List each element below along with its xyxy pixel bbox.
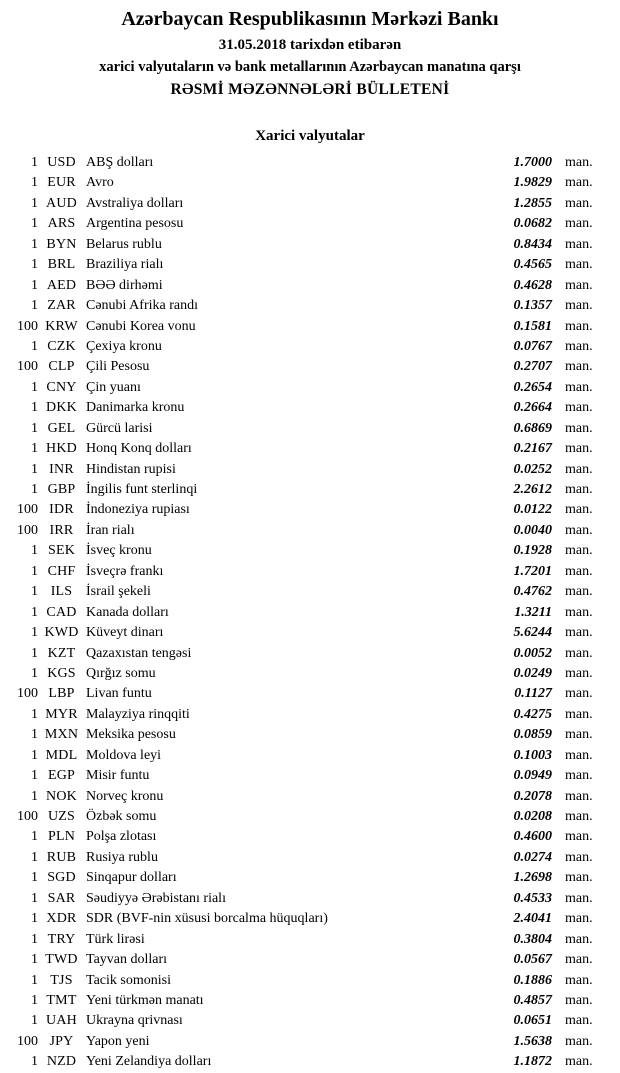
currency-quantity: 100 xyxy=(17,359,38,375)
currency-code: TMT xyxy=(46,992,77,1008)
currency-name: İsrail şekeli xyxy=(86,584,151,600)
exchange-rate: 0.0249 xyxy=(513,665,552,681)
exchange-rate: 0.8434 xyxy=(513,236,552,252)
exchange-rate: 0.4600 xyxy=(513,829,552,845)
currency-quantity: 1 xyxy=(31,461,38,477)
manat-unit-label: man. xyxy=(565,727,593,743)
manat-unit-label: man. xyxy=(565,522,593,538)
manat-unit-label: man. xyxy=(565,1054,593,1070)
manat-unit-label: man. xyxy=(565,277,593,293)
manat-unit-label: man. xyxy=(565,482,593,497)
currency-quantity: 100 xyxy=(17,686,38,702)
currency-name: Yeni türkmən manatı xyxy=(86,992,204,1008)
currency-quantity: 1 xyxy=(31,992,38,1008)
exchange-rate: 0.1581 xyxy=(513,318,552,334)
currency-code: KRW xyxy=(45,318,78,334)
manat-unit-label: man. xyxy=(565,584,593,600)
bank-title: Azərbaycan Respublikasının Mərkəzi Bankı xyxy=(121,8,499,30)
currency-quantity: 1 xyxy=(31,645,38,661)
rate-row xyxy=(0,623,603,643)
exchange-rate: 0.0949 xyxy=(513,768,552,784)
rate-row xyxy=(0,746,603,766)
manat-unit-label: man. xyxy=(565,645,593,661)
manat-unit-label: man. xyxy=(565,1033,593,1049)
rate-row xyxy=(0,296,603,316)
exchange-rate: 0.4762 xyxy=(513,584,552,600)
currency-code: AUD xyxy=(46,195,77,211)
rate-row xyxy=(0,644,603,664)
rate-row xyxy=(0,868,603,888)
rate-row xyxy=(0,705,603,725)
manat-unit-label: man. xyxy=(565,952,593,968)
currency-name: İndoneziya rupiası xyxy=(86,502,190,518)
currency-quantity: 1 xyxy=(31,155,38,170)
currency-code: GBP xyxy=(47,482,76,497)
exchange-rate: 0.2654 xyxy=(513,379,552,395)
rate-row xyxy=(0,971,603,991)
rate-row xyxy=(0,909,603,929)
manat-unit-label: man. xyxy=(565,318,593,334)
currency-code: PLN xyxy=(47,829,76,845)
currency-quantity: 1 xyxy=(31,890,38,906)
exchange-rate: 2.2612 xyxy=(513,482,552,497)
currency-quantity: 1 xyxy=(31,420,38,436)
exchange-rate: 0.4565 xyxy=(513,257,552,273)
rate-row xyxy=(0,214,603,234)
currency-name: Yapon yeni xyxy=(86,1033,150,1049)
rate-row xyxy=(0,950,603,970)
bulletin-title: RƏSMİ MƏZƏNNƏLƏRİ BÜLLETENİ xyxy=(170,81,450,98)
currency-code: TJS xyxy=(50,972,73,988)
currency-name: Norveç kronu xyxy=(86,788,164,804)
currency-code: TRY xyxy=(47,931,76,947)
currency-code: INR xyxy=(49,461,74,477)
currency-name: Küveyt dinarı xyxy=(86,625,164,641)
rate-row xyxy=(0,194,603,214)
exchange-rate: 0.0767 xyxy=(513,338,552,354)
currency-quantity: 1 xyxy=(31,195,38,211)
currency-code: IDR xyxy=(49,502,74,518)
rate-row xyxy=(0,398,603,418)
exchange-rate: 1.3211 xyxy=(514,604,552,620)
currency-code: EUR xyxy=(47,175,76,191)
rate-row xyxy=(0,255,603,275)
currency-name: Cənubi Afrika randı xyxy=(86,298,198,314)
currency-code: ILS xyxy=(50,584,73,600)
currency-name: Avro xyxy=(86,175,114,191)
manat-unit-label: man. xyxy=(565,870,593,886)
manat-unit-label: man. xyxy=(565,972,593,988)
currency-name: Hindistan rupisi xyxy=(86,461,176,477)
manat-unit-label: man. xyxy=(565,788,593,804)
rate-row xyxy=(0,276,603,296)
rate-row xyxy=(0,337,603,357)
currency-name: Braziliya rialı xyxy=(86,257,164,273)
manat-unit-label: man. xyxy=(565,665,593,681)
effective-date-line: 31.05.2018 tarixdən etibarən xyxy=(218,37,402,53)
currency-name: Malayziya rinqqiti xyxy=(86,706,190,722)
bulletin-subtitle: xarici valyutaların və bank metallarının Azərbaycan manatına qarşı xyxy=(99,59,521,75)
currency-code: ZAR xyxy=(47,298,76,314)
exchange-rate: 0.4628 xyxy=(513,277,552,293)
manat-unit-label: man. xyxy=(565,400,593,416)
currency-code: CLP xyxy=(48,359,75,375)
currency-code: CZK xyxy=(47,338,76,354)
exchange-rate: 0.4275 xyxy=(513,706,552,722)
currency-code: KWD xyxy=(44,625,79,641)
currency-code: NZD xyxy=(46,1054,77,1070)
manat-unit-label: man. xyxy=(565,298,593,314)
currency-code: XDR xyxy=(46,911,77,927)
rate-row xyxy=(0,419,603,439)
exchange-rate: 0.0122 xyxy=(513,502,552,518)
exchange-rate: 0.1886 xyxy=(513,972,552,988)
currency-code: HKD xyxy=(46,441,77,457)
currency-quantity: 1 xyxy=(31,931,38,947)
currency-quantity: 1 xyxy=(31,747,38,763)
rate-row xyxy=(0,1032,603,1052)
currency-quantity: 1 xyxy=(31,216,38,232)
exchange-rate: 1.9829 xyxy=(513,175,552,191)
currency-quantity: 1 xyxy=(31,563,38,579)
exchange-rate: 0.0274 xyxy=(513,849,552,865)
manat-unit-label: man. xyxy=(565,809,593,824)
exchange-rate: 0.4857 xyxy=(513,992,552,1008)
manat-unit-label: man. xyxy=(565,175,593,191)
manat-unit-label: man. xyxy=(565,379,593,395)
currency-code: MDL xyxy=(45,747,78,763)
manat-unit-label: man. xyxy=(565,155,593,170)
currency-quantity: 100 xyxy=(17,502,38,518)
rate-row xyxy=(0,562,603,582)
currency-quantity: 1 xyxy=(31,625,38,641)
exchange-rate: 0.3804 xyxy=(513,931,552,947)
currency-name: Qırğız somu xyxy=(86,665,156,681)
manat-unit-label: man. xyxy=(565,420,593,436)
currency-code: MYR xyxy=(45,706,78,722)
currency-quantity: 1 xyxy=(31,604,38,620)
bulletin-header xyxy=(0,8,620,98)
currency-quantity: 1 xyxy=(31,911,38,927)
currency-quantity: 1 xyxy=(31,400,38,416)
exchange-rate: 0.0651 xyxy=(513,1013,552,1029)
rate-row xyxy=(0,357,603,377)
currency-name: Ukrayna qrivnası xyxy=(86,1013,183,1029)
currency-code: SGD xyxy=(47,870,76,886)
manat-unit-label: man. xyxy=(565,911,593,927)
rate-row xyxy=(0,500,603,520)
currency-quantity: 1 xyxy=(31,257,38,273)
currency-quantity: 100 xyxy=(17,318,38,334)
currency-code: LBP xyxy=(48,686,75,702)
rate-row xyxy=(0,827,603,847)
manat-unit-label: man. xyxy=(565,849,593,865)
rate-row xyxy=(0,930,603,950)
currency-name: Tayvan dolları xyxy=(86,952,168,968)
currency-code: UAH xyxy=(46,1013,77,1029)
currency-quantity: 1 xyxy=(31,727,38,743)
currency-name: Moldova leyi xyxy=(86,747,162,763)
exchange-rate: 1.2855 xyxy=(513,195,552,211)
currency-name: Qazaxıstan tengəsi xyxy=(86,645,192,661)
currency-name: İsveç kronu xyxy=(86,543,152,559)
currency-quantity: 1 xyxy=(31,338,38,354)
manat-unit-label: man. xyxy=(565,257,593,273)
manat-unit-label: man. xyxy=(565,1013,593,1029)
rate-row xyxy=(0,541,603,561)
currency-code: NOK xyxy=(46,788,77,804)
currency-name: Avstraliya dolları xyxy=(86,195,184,211)
currency-code: UZS xyxy=(47,809,76,824)
currency-name: Misir funtu xyxy=(86,768,150,784)
currency-name: Çili Pesosu xyxy=(86,359,150,375)
rate-row xyxy=(0,603,603,623)
exchange-rate: 0.0052 xyxy=(513,645,552,661)
currency-name: Türk lirəsi xyxy=(86,931,145,947)
currency-quantity: 1 xyxy=(31,829,38,845)
rate-row xyxy=(0,378,603,398)
currency-name: Yeni Zelandiya dolları xyxy=(86,1054,212,1070)
rate-row xyxy=(0,807,603,827)
exchange-rate: 1.1872 xyxy=(513,1054,552,1070)
currency-code: CNY xyxy=(46,379,77,395)
rate-row xyxy=(0,153,603,173)
currency-quantity: 1 xyxy=(31,584,38,600)
rate-row xyxy=(0,889,603,909)
currency-code: RUB xyxy=(46,849,77,865)
manat-unit-label: man. xyxy=(565,931,593,947)
rate-row xyxy=(0,848,603,868)
manat-unit-label: man. xyxy=(565,829,593,845)
currency-name: Özbək somu xyxy=(86,809,157,824)
manat-unit-label: man. xyxy=(565,236,593,252)
currency-quantity: 1 xyxy=(31,706,38,722)
rate-row xyxy=(0,1011,603,1031)
rate-row xyxy=(0,766,603,786)
exchange-rates-table xyxy=(0,153,620,1073)
rate-row xyxy=(0,725,603,745)
currency-code: JPY xyxy=(49,1033,74,1049)
manat-unit-label: man. xyxy=(565,543,593,559)
exchange-rate: 0.1003 xyxy=(513,747,552,763)
exchange-rate: 1.7201 xyxy=(513,563,552,579)
currency-quantity: 1 xyxy=(31,298,38,314)
manat-unit-label: man. xyxy=(565,461,593,477)
currency-code: CHF xyxy=(47,563,76,579)
currency-name: Səudiyyə Ərəbistanı rialı xyxy=(86,890,226,906)
currency-name: Honq Konq dolları xyxy=(86,441,192,457)
rate-row xyxy=(0,582,603,602)
currency-name: Çexiya kronu xyxy=(86,338,162,354)
currency-quantity: 1 xyxy=(31,277,38,293)
currency-name: Sinqapur dolları xyxy=(86,870,177,886)
exchange-rate: 0.2707 xyxy=(513,359,552,375)
currency-quantity: 1 xyxy=(31,441,38,457)
currency-name: Danimarka kronu xyxy=(86,400,185,416)
currency-code: GEL xyxy=(47,420,76,436)
currency-quantity: 100 xyxy=(17,1033,38,1049)
manat-unit-label: man. xyxy=(565,502,593,518)
currency-quantity: 100 xyxy=(17,809,38,824)
currency-name: Argentina pesosu xyxy=(86,216,184,232)
currency-name: SDR (BVF-nin xüsusi borcalma hüquqları) xyxy=(86,911,328,927)
currency-quantity: 1 xyxy=(31,379,38,395)
currency-code: ARS xyxy=(47,216,76,232)
currency-code: IRR xyxy=(49,522,74,538)
manat-unit-label: man. xyxy=(565,890,593,906)
currency-name: Polşa zlotası xyxy=(86,829,157,845)
currency-code: KZT xyxy=(47,645,76,661)
currency-quantity: 1 xyxy=(31,665,38,681)
manat-unit-label: man. xyxy=(565,195,593,211)
exchange-rate: 0.0682 xyxy=(513,216,552,232)
currency-quantity: 100 xyxy=(17,522,38,538)
currency-name: Cənubi Korea vonu xyxy=(86,318,196,334)
rate-row xyxy=(0,439,603,459)
exchange-rate: 0.0040 xyxy=(513,522,552,538)
currency-name: Gürcü larisi xyxy=(86,420,153,436)
manat-unit-label: man. xyxy=(565,563,593,579)
currency-name: Çin yuanı xyxy=(86,379,141,395)
currency-name: İran rialı xyxy=(86,522,135,538)
currency-code: TWD xyxy=(45,952,78,968)
rate-row xyxy=(0,664,603,684)
currency-name: Tacik somonisi xyxy=(86,972,171,988)
currency-code: KGS xyxy=(47,665,76,681)
exchange-rate: 0.2078 xyxy=(513,788,552,804)
currency-quantity: 1 xyxy=(31,972,38,988)
manat-unit-label: man. xyxy=(565,338,593,354)
currency-quantity: 1 xyxy=(31,543,38,559)
currency-quantity: 1 xyxy=(31,482,38,497)
rate-row xyxy=(0,1052,603,1072)
manat-unit-label: man. xyxy=(565,216,593,232)
currency-name: ABŞ dolları xyxy=(86,155,154,170)
currency-code: BYN xyxy=(46,236,77,252)
manat-unit-label: man. xyxy=(565,441,593,457)
exchange-rate: 0.1127 xyxy=(514,686,552,702)
rate-row xyxy=(0,173,603,193)
exchange-rate: 0.0208 xyxy=(513,809,552,824)
currency-code: SAR xyxy=(47,890,76,906)
exchange-rate: 0.0567 xyxy=(513,952,552,968)
currency-name: İsveçrə frankı xyxy=(86,563,164,579)
exchange-rate: 0.6869 xyxy=(513,420,552,436)
section-title-foreign-currencies: Xarici valyutalar xyxy=(255,128,365,144)
currency-name: Rusiya rublu xyxy=(86,849,158,865)
currency-quantity: 1 xyxy=(31,870,38,886)
exchange-rate: 0.2664 xyxy=(513,400,552,416)
exchange-rate: 1.5638 xyxy=(513,1033,552,1049)
currency-quantity: 1 xyxy=(31,952,38,968)
currency-name: Meksika pesosu xyxy=(86,727,176,743)
manat-unit-label: man. xyxy=(565,706,593,722)
currency-quantity: 1 xyxy=(31,175,38,191)
currency-code: AED xyxy=(46,277,77,293)
rate-row xyxy=(0,317,603,337)
manat-unit-label: man. xyxy=(565,686,593,702)
manat-unit-label: man. xyxy=(565,359,593,375)
exchange-rate: 0.1928 xyxy=(513,543,552,559)
exchange-rate: 1.7000 xyxy=(513,155,552,170)
exchange-rate: 0.4533 xyxy=(513,890,552,906)
manat-unit-label: man. xyxy=(565,747,593,763)
currency-name: Kanada dolları xyxy=(86,604,169,620)
manat-unit-label: man. xyxy=(565,604,593,620)
currency-code: BRL xyxy=(47,257,76,273)
exchange-rate: 0.0859 xyxy=(513,727,552,743)
currency-code: SEK xyxy=(47,543,76,559)
exchange-rate: 1.2698 xyxy=(513,870,552,886)
exchange-rate: 5.6244 xyxy=(513,625,552,641)
currency-name: Belarus rublu xyxy=(86,236,162,252)
currency-quantity: 1 xyxy=(31,1054,38,1070)
exchange-rate: 2.4041 xyxy=(513,911,552,927)
exchange-rate: 0.1357 xyxy=(513,298,552,314)
manat-unit-label: man. xyxy=(565,625,593,641)
rate-row xyxy=(0,460,603,480)
rate-row xyxy=(0,521,603,541)
rate-row xyxy=(0,787,603,807)
currency-quantity: 1 xyxy=(31,1013,38,1029)
currency-code: USD xyxy=(47,155,76,170)
exchange-rate: 0.0252 xyxy=(513,461,552,477)
currency-name: İngilis funt sterlinqi xyxy=(86,482,198,497)
currency-quantity: 1 xyxy=(31,788,38,804)
currency-code: EGP xyxy=(47,768,76,784)
currency-quantity: 1 xyxy=(31,236,38,252)
currency-quantity: 1 xyxy=(31,768,38,784)
currency-name: BƏƏ dirhəmi xyxy=(86,277,163,293)
rate-row xyxy=(0,235,603,255)
currency-code: CAD xyxy=(46,604,77,620)
currency-code: DKK xyxy=(46,400,77,416)
manat-unit-label: man. xyxy=(565,768,593,784)
manat-unit-label: man. xyxy=(565,992,593,1008)
rate-row xyxy=(0,684,603,704)
currency-name: Livan funtu xyxy=(86,686,152,702)
currency-code: MXN xyxy=(44,727,79,743)
rate-row xyxy=(0,480,603,500)
currency-quantity: 1 xyxy=(31,849,38,865)
exchange-rate: 0.2167 xyxy=(513,441,552,457)
rate-row xyxy=(0,991,603,1011)
